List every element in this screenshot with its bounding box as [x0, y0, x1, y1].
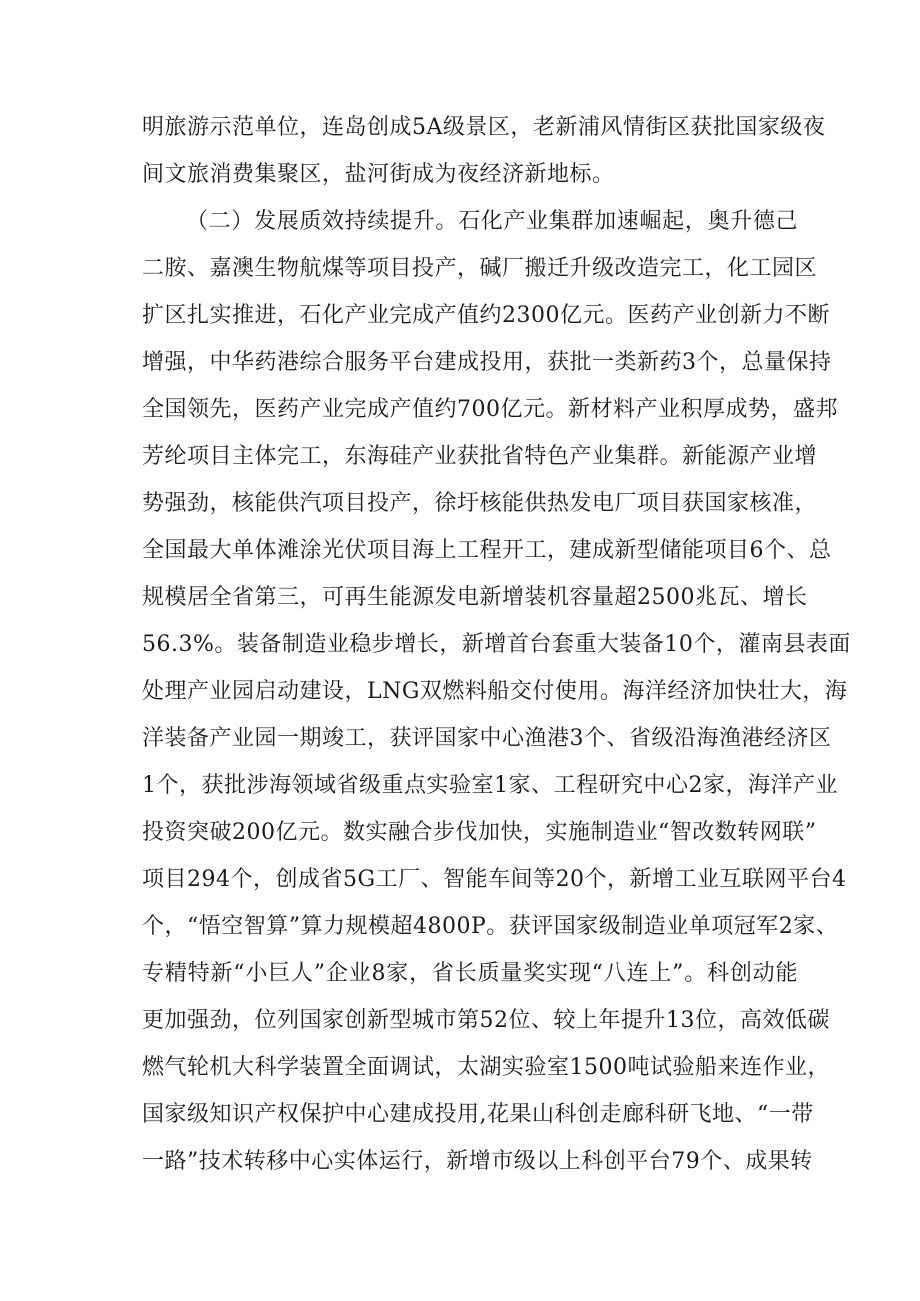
text-line: 56.3%。装备制造业稳步增长，新增首台套重大装备10个，灌南县表面 [142, 632, 851, 657]
text-line: 处理产业园启动建设，LNG双燃料船交付使用。海洋经济加快壮大，海 [142, 679, 848, 704]
text-line: 一路”技术转移中心实体运行，新增市级以上科创平台79个、成果转 [142, 1149, 813, 1174]
text-line: 更加强劲，位列国家创新型城市第52位、较上年提升13位，高效低碳 [142, 1008, 830, 1033]
text-line: 全国领先，医药产业完成产值约700亿元。新材料产业积厚成势，盛邦 [142, 397, 838, 422]
text-line: 明旅游示范单位，连岛创成5A级景区，老新浦风情街区获批国家级夜 [142, 115, 826, 140]
text-line: 全国最大单体滩涂光伏项目海上工程开工，建成新型储能项目6个、总 [142, 538, 832, 563]
text-line: 国家级知识产权保护中心建成投用,花果山科创走廊科研飞地、“一带 [142, 1102, 814, 1127]
text-line: 燃气轮机大科学装置全面调试，太湖实验室1500吨试验船来连作业， [142, 1055, 830, 1080]
text-line: 项目294个，创成省5G工厂、智能车间等20个，新增工业互联网平台4 [142, 867, 847, 892]
text-line: 扩区扎实推进，石化产业完成产值约2300亿元。医药产业创新力不断 [142, 303, 830, 328]
text-line: 芳纶项目主体完工，东海硅产业获批省特色产业集群。新能源产业增 [142, 444, 818, 469]
text-line: 1个，获批涉海领域省级重点实验室1家、工程研究中心2家，海洋产业 [142, 773, 838, 798]
text-line: 投资突破200亿元。数实融合步伐加快，实施制造业“智改数转网联” [142, 820, 817, 845]
text-line: 洋装备产业园一期竣工，获评国家中心渔港3个、省级沿海渔港经济区 [142, 726, 832, 751]
text-line: 二胺、嘉澳生物航煤等项目投产，碱厂搬迁升级改造完工，化工园区 [142, 256, 818, 281]
text-line: 规模居全省第三，可再生能源发电新增装机容量超2500兆瓦、增长 [142, 585, 808, 610]
text-line: 个，“悟空智算”算力规模超4800P。获评国家级制造业单项冠军2家、 [142, 914, 839, 939]
text-line: 势强劲，核能供汽项目投产，徐圩核能供热发电厂项目获国家核准， [142, 491, 818, 516]
text-line: 间文旅消费集聚区，盐河街成为夜经济新地标。 [142, 162, 615, 187]
text-line: 专精特新“小巨人”企业8家，省长质量奖实现“八连上”。科创动能 [142, 961, 798, 986]
section-heading-line: （二）发展质效持续提升。石化产业集群加速崛起，奥升德己 [186, 209, 798, 234]
text-line: 增强，中华药港综合服务平台建成投用，获批一类新药3个，总量保持 [142, 350, 832, 375]
body-text [142, 104, 851, 1185]
